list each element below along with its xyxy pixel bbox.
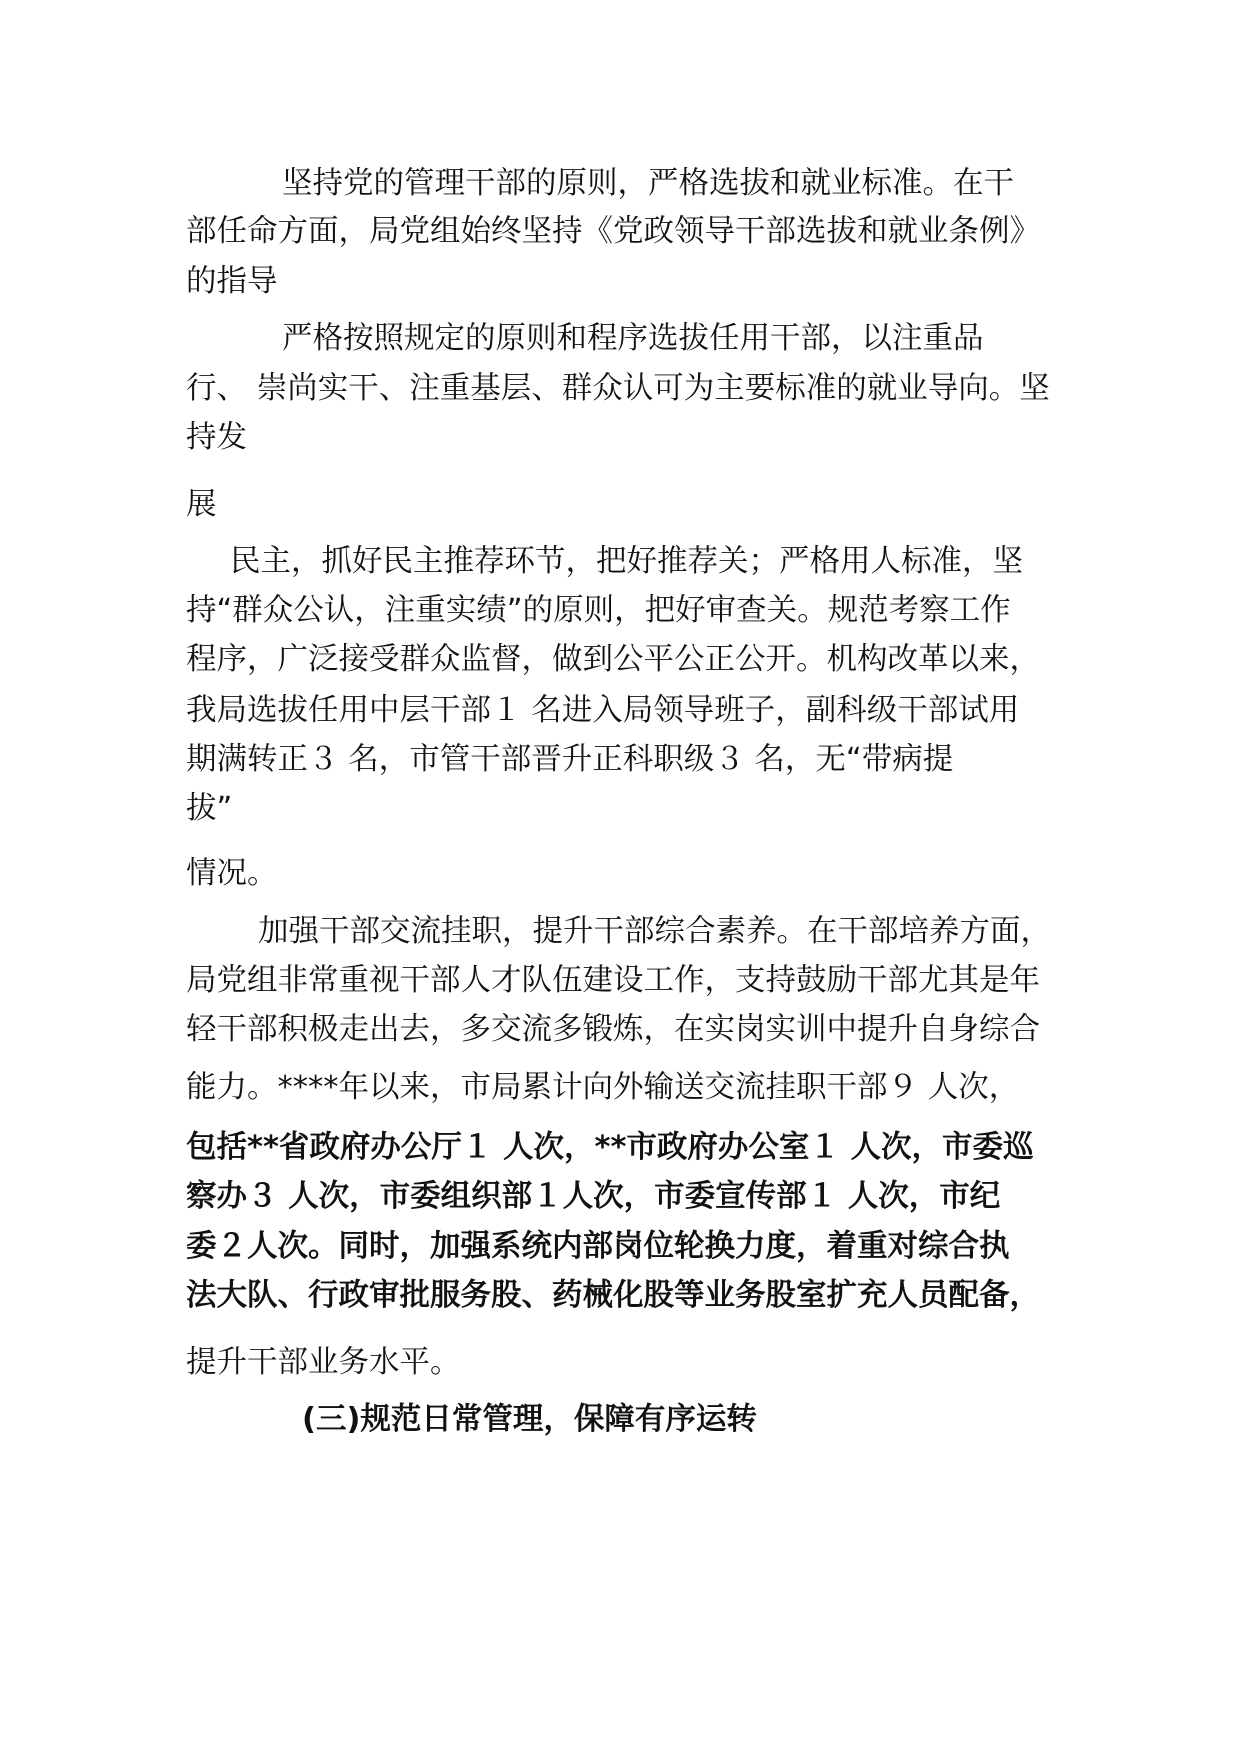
text-line: 持发	[186, 420, 247, 455]
text-line: 法大队、行政审批服务股、药械化股等业务股室扩充人员配备，	[186, 1278, 1040, 1313]
text-line: 提升干部业务水平。	[186, 1345, 461, 1380]
text-line: 严格按照规定的原则和程序选拔任用干部，以注重品	[282, 321, 984, 356]
text-line: 委２人次。同时，加强系统内部岗位轮换力度，着重对综合执	[186, 1229, 1010, 1264]
text-line: 的指导	[186, 264, 278, 299]
text-line: 展	[186, 487, 217, 522]
text-line: 持“群众公认，注重实绩”的原则，把好审查关。规范考察工作	[186, 593, 1011, 628]
text-line: 轻干部积极走出去，多交流多锻炼，在实岗实训中提升自身综合	[186, 1012, 1040, 1047]
text-line: 加强干部交流挂职，提升干部综合素养。在干部培养方面，	[258, 914, 1051, 949]
section-heading: (三)规范日常管理，保障有序运转	[302, 1402, 757, 1437]
text-line: 拔”	[186, 791, 233, 826]
text-line: 察办３ 人次，市委组织部１人次，市委宣传部１ 人次，市纪	[186, 1179, 1001, 1214]
text-line: 坚持党的管理干部的原则，严格选拔和就业标准。在干	[282, 166, 1014, 201]
text-line: 能力。****年以来，市局累计向外输送交流挂职干部９ 人次，	[186, 1070, 1020, 1105]
text-line: 民主，抓好民主推荐环节，把好推荐关；严格用人标准，坚	[230, 544, 1023, 579]
text-line: 包括**省政府办公厅１ 人次，**市政府办公室１ 人次，市委巡	[186, 1130, 1034, 1165]
text-line: 情况。	[186, 856, 278, 891]
text-line: 程序，广泛接受群众监督，做到公平公正公开。机构改革以来，	[186, 642, 1040, 677]
text-line: 行、 崇尚实干、注重基层、群众认可为主要标准的就业导向。坚	[186, 371, 1050, 406]
text-line: 我局选拔任用中层干部１ 名进入局领导班子，副科级干部试用	[186, 693, 1020, 728]
text-line: 局党组非常重视干部人才队伍建设工作，支持鼓励干部尤其是年	[186, 963, 1040, 998]
text-line: 部任命方面，局党组始终坚持《党政领导干部选拔和就业条例》	[186, 214, 1040, 249]
text-line: 期满转正３ 名，市管干部晋升正科职级３ 名，无“带病提	[186, 742, 954, 777]
